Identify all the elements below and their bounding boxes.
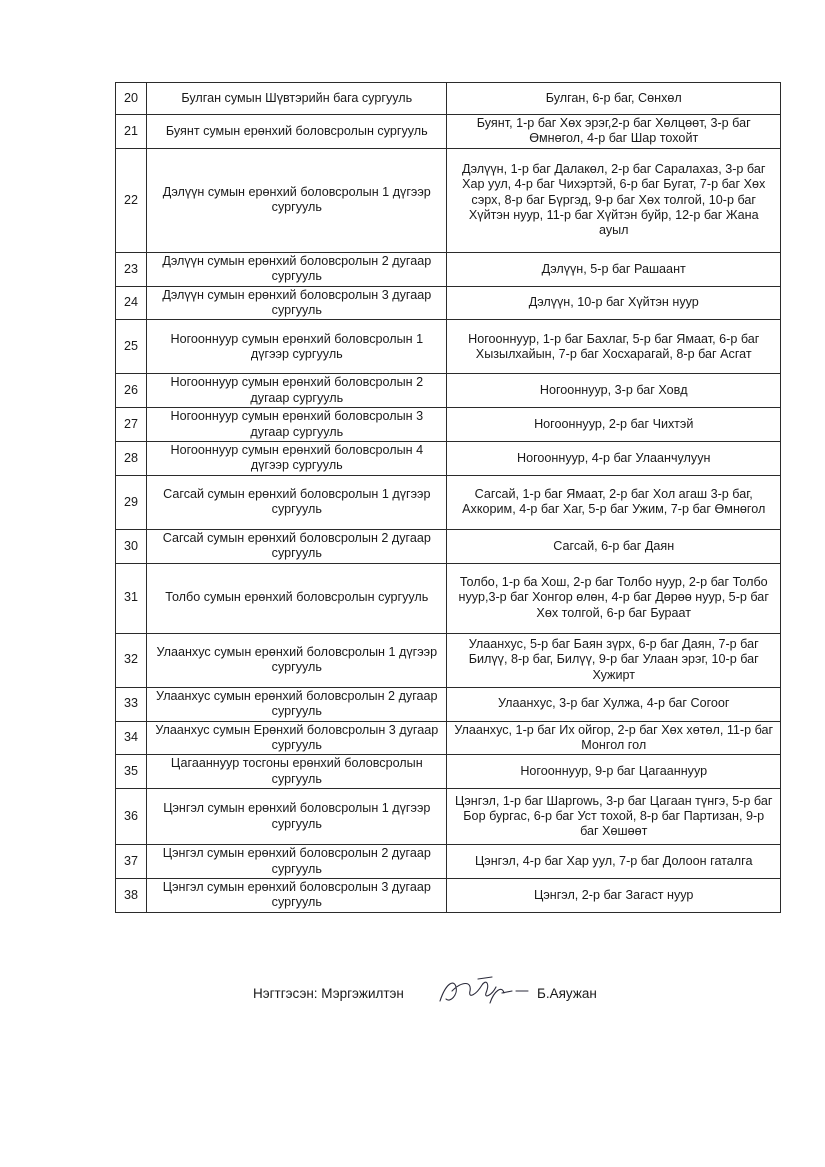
- area-description: Толбо, 1-р ба Хош, 2-р баг Толбо нуур, 2-р баг Толбо нуур,3-р баг Хонгор өлөн, 4-р баг Дөрөө нуур, 5-р баг Хөх толгой, 6-р баг Бураат: [447, 563, 781, 633]
- table-row: [116, 83, 781, 115]
- table-row: [116, 374, 781, 408]
- row-number: 37: [116, 845, 147, 879]
- school-name: Ногооннуур сумын ерөнхий боловсролын 2 дугаар сургууль: [147, 374, 447, 408]
- row-number: 31: [116, 563, 147, 633]
- table-row: [116, 845, 781, 879]
- table-row: [116, 115, 781, 149]
- area-description: Дэлүүн, 5-р баг Рашаант: [447, 252, 781, 286]
- school-name: Цэнгэл сумын ерөнхий боловсролын 2 дугаар сургууль: [147, 845, 447, 879]
- compiler-name: Б.Аяужан: [537, 986, 597, 1001]
- school-name: Булган сумын Шүвтэрийн бага сургууль: [147, 83, 447, 115]
- row-number: 33: [116, 687, 147, 721]
- table-body: [116, 83, 781, 913]
- row-number: 38: [116, 878, 147, 912]
- handwritten-signature: [432, 973, 532, 1013]
- area-description: Ногооннуур, 2-р баг Чихтэй: [447, 408, 781, 442]
- table-row: [116, 878, 781, 912]
- school-name: Цагааннуур тосгоны ерөнхий боловсролын сургууль: [147, 755, 447, 789]
- table-row: [116, 529, 781, 563]
- row-number: 23: [116, 252, 147, 286]
- area-description: Булган, 6-р баг, Сөнхөл: [447, 83, 781, 115]
- school-name: Цэнгэл сумын ерөнхий боловсролын 1 дүгээр сургууль: [147, 789, 447, 845]
- row-number: 32: [116, 633, 147, 687]
- row-number: 36: [116, 789, 147, 845]
- school-name: Дэлүүн сумын ерөнхий боловсролын 3 дугаар сургууль: [147, 286, 447, 320]
- area-description: Сагсай, 1-р баг Ямаат, 2-р баг Хол агаш 3-р баг, Ахкорим, 4-р баг Хаг, 5-р баг Ужим, 7-р баг Өмнөгол: [447, 475, 781, 529]
- table-row: [116, 789, 781, 845]
- schools-table: [115, 82, 781, 913]
- table-row: [116, 286, 781, 320]
- row-number: 35: [116, 755, 147, 789]
- table-row: [116, 755, 781, 789]
- area-description: Цэнгэл, 2-р баг Загаст нуур: [447, 878, 781, 912]
- area-description: Ногооннуур, 1-р баг Бахлаг, 5-р баг Ямаат, 6-р баг Хызылхайын, 7-р баг Хосхарагай, 8-р баг Асгат: [447, 320, 781, 374]
- row-number: 28: [116, 442, 147, 476]
- table-row: [116, 475, 781, 529]
- school-name: Дэлүүн сумын ерөнхий боловсролын 1 дүгээр сургууль: [147, 148, 447, 252]
- area-description: Буянт, 1-р баг Хөх эрэг,2-р баг Хөлцөөт, 3-р баг Өмнөгол, 4-р баг Шар тохойт: [447, 115, 781, 149]
- signature-footer: [0, 983, 825, 1013]
- row-number: 21: [116, 115, 147, 149]
- row-number: 30: [116, 529, 147, 563]
- school-name: Буянт сумын ерөнхий боловсролын сургууль: [147, 115, 447, 149]
- school-name: Сагсай сумын ерөнхий боловсролын 1 дүгээр сургууль: [147, 475, 447, 529]
- school-name: Ногооннуур сумын ерөнхий боловсролын 4 дүгээр сургууль: [147, 442, 447, 476]
- table-row: [116, 687, 781, 721]
- row-number: 29: [116, 475, 147, 529]
- school-name: Улаанхус сумын Ерөнхий боловсролын 3 дугаар сургууль: [147, 721, 447, 755]
- table-row: [116, 563, 781, 633]
- area-description: Ногооннуур, 4-р баг Улаанчулуун: [447, 442, 781, 476]
- school-name: Толбо сумын ерөнхий боловсролын сургууль: [147, 563, 447, 633]
- school-name: Улаанхус сумын ерөнхий боловсролын 2 дугаар сургууль: [147, 687, 447, 721]
- school-name: Сагсай сумын ерөнхий боловсролын 2 дугаар сургууль: [147, 529, 447, 563]
- school-name: Цэнгэл сумын ерөнхий боловсролын 3 дугаар сургууль: [147, 878, 447, 912]
- area-description: Ногооннуур, 3-р баг Ховд: [447, 374, 781, 408]
- school-name: Ногооннуур сумын ерөнхий боловсролын 1 дүгээр сургууль: [147, 320, 447, 374]
- school-name: Дэлүүн сумын ерөнхий боловсролын 2 дугаар сургууль: [147, 252, 447, 286]
- row-number: 25: [116, 320, 147, 374]
- row-number: 22: [116, 148, 147, 252]
- table-row: [116, 148, 781, 252]
- table-row: [116, 252, 781, 286]
- area-description: Ногооннуур, 9-р баг Цагааннуур: [447, 755, 781, 789]
- row-number: 27: [116, 408, 147, 442]
- area-description: Цэнгэл, 1-р баг Шаргоwь, 3-р баг Цагаан түнгэ, 5-р баг Бор бургас, 6-р баг Уст тохой, 8-р баг Партизан, 9-р баг Хөшөөт: [447, 789, 781, 845]
- area-description: Улаанхус, 1-р баг Их ойгор, 2-р баг Хөх хөтөл, 11-р баг Монгол гол: [447, 721, 781, 755]
- area-description: Улаанхус, 3-р баг Хулжа, 4-р баг Согоог: [447, 687, 781, 721]
- table-row: [116, 320, 781, 374]
- area-description: Цэнгэл, 4-р баг Хар уул, 7-р баг Долоон гаталга: [447, 845, 781, 879]
- table-row: [116, 408, 781, 442]
- area-description: Сагсай, 6-р баг Даян: [447, 529, 781, 563]
- table-row: [116, 633, 781, 687]
- row-number: 26: [116, 374, 147, 408]
- row-number: 24: [116, 286, 147, 320]
- school-name: Ногооннуур сумын ерөнхий боловсролын 3 дугаар сургууль: [147, 408, 447, 442]
- school-name: Улаанхус сумын ерөнхий боловсролын 1 дүгээр сургууль: [147, 633, 447, 687]
- table-row: [116, 721, 781, 755]
- table-row: [116, 442, 781, 476]
- compiler-role: Нэгтгэсэн: Мэргэжилтэн: [253, 986, 404, 1001]
- area-description: Улаанхус, 5-р баг Баян зүрх, 6-р баг Даян, 7-р баг Билүү, 8-р баг, Билүү, 9-р баг Улаан эрэг, 10-р баг Хужирт: [447, 633, 781, 687]
- row-number: 20: [116, 83, 147, 115]
- area-description: Дэлүүн, 10-р баг Хүйтэн нуур: [447, 286, 781, 320]
- row-number: 34: [116, 721, 147, 755]
- area-description: Дэлүүн, 1-р баг Далакөл, 2-р баг Саралахаз, 3-р баг Хар уул, 4-р баг Чихэртэй, 6-р баг Бугат, 7-р баг Хөх сэрх, 8-р баг Бүргэд, 9-р баг Хөх толгой, 10-р баг Хүйтэн нуур, 11-р баг Хүйтэн буйр, 12-р баг Жана ауыл: [447, 148, 781, 252]
